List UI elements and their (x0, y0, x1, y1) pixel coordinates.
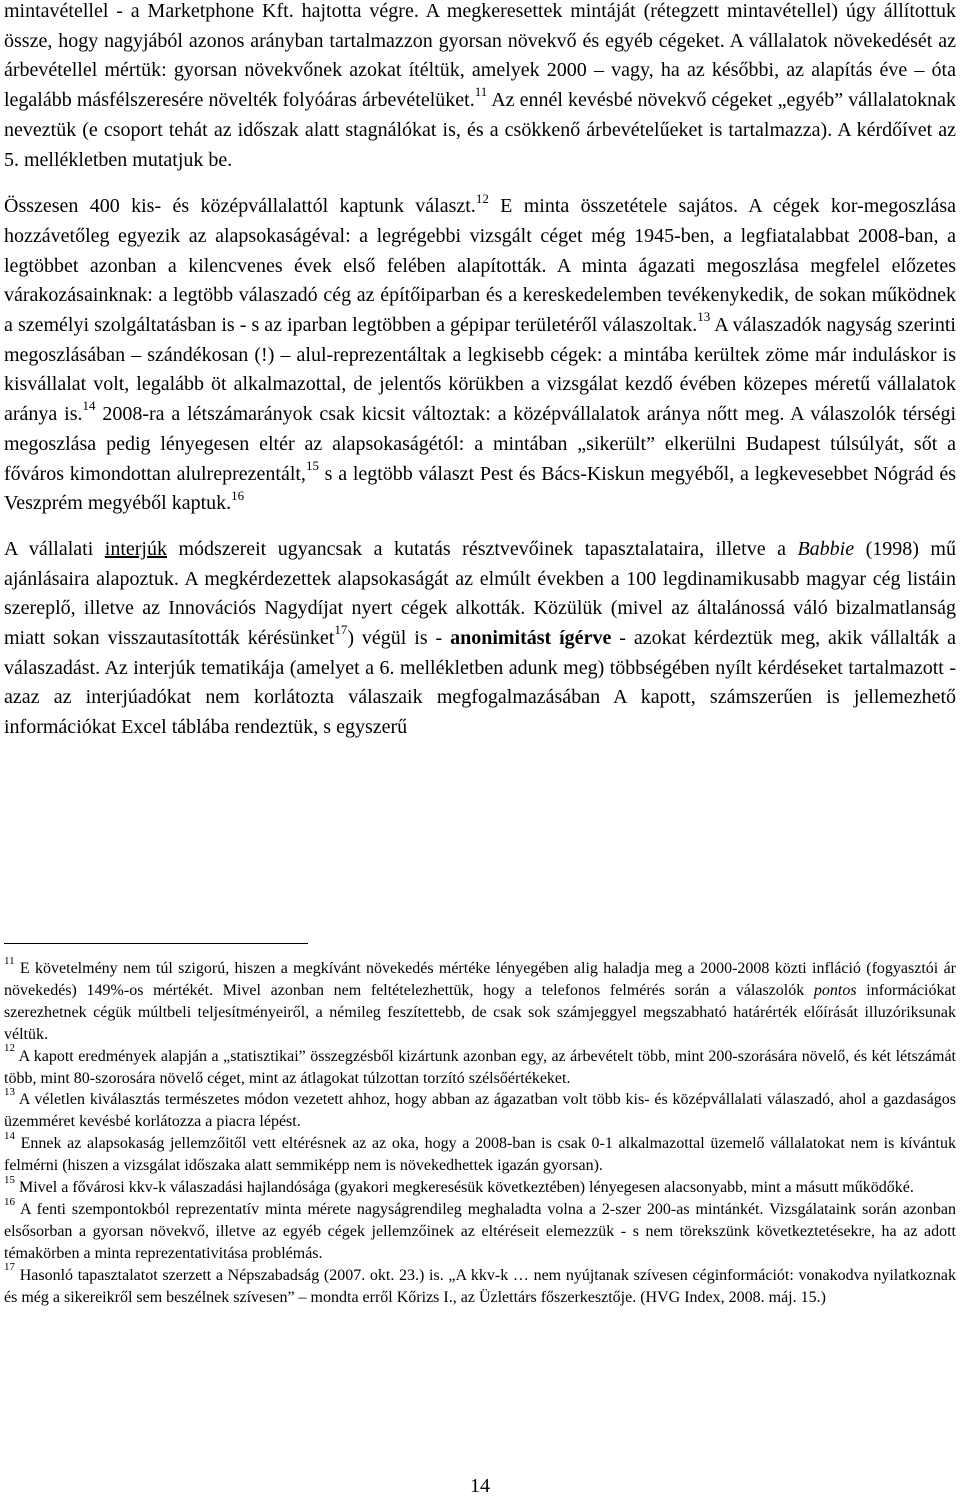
footnote-ref-17[interactable]: 17 (334, 622, 348, 638)
citation-author: Babbie (797, 537, 855, 560)
footnote-ref-15[interactable]: 15 (305, 457, 319, 473)
footnote-ref-14[interactable]: 14 (82, 398, 96, 414)
paragraph-interviews (4, 535, 956, 743)
text-run: Az ennél kevésbé növekvő cégeket „egyéb” vállalatoknak neveztük (e csoport tehát az időszak alatt stagnálókat is, és a csökkenő árbevételűeket is tartalmazza). A kérdőívet az 5. mellékletben mutatjuk be. (4, 89, 957, 171)
footnote-ref-12[interactable]: 12 (475, 190, 489, 206)
footnote-ref-13[interactable]: 13 (697, 309, 711, 325)
footnote-number: 16 (4, 1195, 15, 1208)
footnote-number: 11 (4, 954, 15, 967)
footnote-text: A kapott eredmények alapján a „statisztikai” összegzésből kizártunk azonban egy, az árbevételt több, mint 200-szorására növelő, és két létszámát több, mint 80-szorosára növelő céget, mint az átlagokat túlzottan torzító szélsőértékeket. (4, 1047, 956, 1087)
page-body (4, 0, 956, 743)
footnote-15 (4, 1173, 956, 1199)
footnote-separator (4, 943, 308, 944)
footnote-text: A fenti szempontokból reprezentatív minta mérete nagyságrendileg meghaladta volna a 2-szer 200-as mintánkét. Vizsgálataink során azonban elsősorban a gyorsan növekvő, illetve az egyéb cégek jellemzőinek az eltéréseit elemezzük - s nem törekszünk következtetésekre, ha az adott témakörben a minta reprezentativitása problémás. (4, 1200, 956, 1262)
text-run: E minta összetétele sajátos. A cégek kor-megoszlása hozzávetőleg egyezik az alapsokaságéval: a legrégebbi vizsgált céget még 1945-ben, a legfiatalabbat 2008-ban, a legtöbbet azonban a kilencvenes évek első felében alapították. A minta ágazati megoszlása megfelel előzetes várakozásainknak: a legtöbb válaszadó cég az építőiparban és a kereskedelemben tevékenykedik, de sokan működnek a személyi szolgáltatásban is - s az iparban legtöbben a gépipar területéről válaszoltak. (4, 195, 956, 337)
footnote-16 (4, 1195, 956, 1265)
text-run: A vállalati (4, 537, 105, 560)
footnote-number: 14 (4, 1129, 15, 1142)
text-run: Összesen 400 kis- és középvállalattól kaptunk választ. (4, 195, 476, 218)
bold-phrase: anonimitást ígérve (450, 627, 612, 650)
footnote-text: Ennek az alapsokaság jellemzőitől vett eltérésnek az az oka, hogy a 2008-ban is csak 0-1 alkalmazottal üzemelő vállalatokat nem is kívántuk felmérni (hiszen a vizsgálat időszaka alatt semmiképp nem is növekedhettek igazán gyorsan). (4, 1135, 956, 1175)
footnote-number: 15 (4, 1173, 15, 1186)
page-number: 14 (470, 1475, 490, 1497)
paragraph-sampling (4, 0, 956, 175)
footnote-14 (4, 1129, 956, 1177)
text-run: mintavétellel - a Marketphone Kft. hajtotta végre. A megkeresettek mintáját (rétegzett mintavétellel) úgy állítottuk össze, hogy nagyjából azonos arányban tartalmazzon gyorsan növekvő és egyéb cégeket. A vállalatok növekedését az árbevétellel mértük: gyorsan növekvőnek azokat ítéltük, amelyek 2000 – vagy, ha az későbbi, az alapítás éve – óta legalább másfélszeresére növelték folyóáras árbevételüket. (4, 0, 956, 112)
footnote-12 (4, 1042, 956, 1090)
footnote-13 (4, 1086, 956, 1133)
footnote-text: A véletlen kiválasztás természetes módon vezetett ahhoz, hogy abban az ágazatban volt több kis- és középvállalati válaszadó, ahol a gazdaságos üzemméret kevésbé korlátozza a piacra lépést. (4, 1091, 956, 1131)
text-run: s a legtöbb választ Pest és Bács-Kiskun megyéből, a legkevesebbet Nógrád és Veszprém megyéből kaptuk. (4, 462, 956, 515)
text-run: ) végül is - (347, 627, 451, 650)
text-run: A válaszadók nagyság szerinti megoszlásában – szándékosan (!) – alul-reprezentáltak a legkisebb cégek: a mintába kerültek zöme már induláskor is kisvállalat volt, legalább öt alkalmazottal, de jelentős körükben a vizsgálat kezdő évében közepes méretű vállalatok aránya is. (4, 314, 956, 426)
text-run: módszereit ugyancsak a kutatás résztvevőinek tapasztalataira, illetve a (166, 537, 798, 560)
footnote-italic: pontos (813, 981, 857, 999)
footnote-text: Mivel a fővárosi kkv-k válaszadási hajlandósága (gyakori megkeresésük következtében) lényegesen alacsonyabb, mint a másutt működőké. (15, 1179, 914, 1197)
text-run: - azokat kérdeztük meg, akik vállalták a válaszadást. Az interjúk tematikája (amelyet a 6. mellékletben adunk meg) többségében nyílt kérdéseket tartalmazott - azaz az interjúadókat nem korlátozta válaszaik megfogalmazásában A kapott, számszerűen is jellemezhető információkat Excel táblába rendeztük, s egyszerű (4, 627, 957, 739)
text-run: 2008-ra a létszámarányok csak kicsit változtak: a középvállalatok aránya nőtt meg. A válaszolók térségi megoszlása pedig lényegesen eltér az alapsokaságétól: a mintában „sikerült” elkerülni Budapest túlsúlyát, sőt a főváros kimondottan alulreprezentált, (4, 403, 956, 485)
footnote-number: 12 (4, 1042, 15, 1055)
underlined-term: interjúk (104, 537, 167, 560)
footnotes (4, 954, 956, 1309)
footnote-17 (4, 1261, 956, 1309)
footnote-text: E követelmény nem túl szigorú, hiszen a megkívánt növekedés mértéke lényegében alig haladja meg a 2000-2008 közti infláció (fogyasztói ár növekedés) 149%-os mértékét. Mivel azonban nem feltételezhettük, hogy a telefonos felmérés során a válaszolók (4, 960, 956, 999)
footnote-number: 13 (4, 1086, 15, 1099)
footnote-text: Hasonló tapasztalatot szerzett a Népszabadság (2007. okt. 23.) is. „A kkv-k … nem nyújtanak szívesen céginformációt: vonakodva nyilatkoznak és még a sikereikről sem beszélnek szívesen” – mondta erről Kőrizs I., az Üzlettárs főszerkesztője. (HVG Index, 2008. máj. 15.) (4, 1266, 956, 1306)
footnote-text: információkat szerezhetnek cégük múltbeli teljesítményeiről, a némileg feszítettebb, de csak sok számjeggyel megszabható határérték előírását illuzóriksunak véltük. (4, 981, 956, 1043)
footnote-ref-16[interactable]: 16 (231, 487, 245, 503)
footnote-11 (4, 954, 956, 1046)
paragraph-sample-composition (4, 192, 956, 519)
footnote-ref-11[interactable]: 11 (474, 84, 488, 100)
footnote-number: 17 (4, 1261, 15, 1274)
text-run: (1998) mű ajánlásaira alapoztuk. A megkérdezettek alapsokaságát az elmúlt években a 100 legdinamikusabb magyar cég listáin szereplő, illetve az Innovációs Nagydíjat nyert cégek alkották. Közülük (mivel az általánossá váló bizalmatlanság miatt sokan visszautasították kérésünket (4, 537, 956, 650)
